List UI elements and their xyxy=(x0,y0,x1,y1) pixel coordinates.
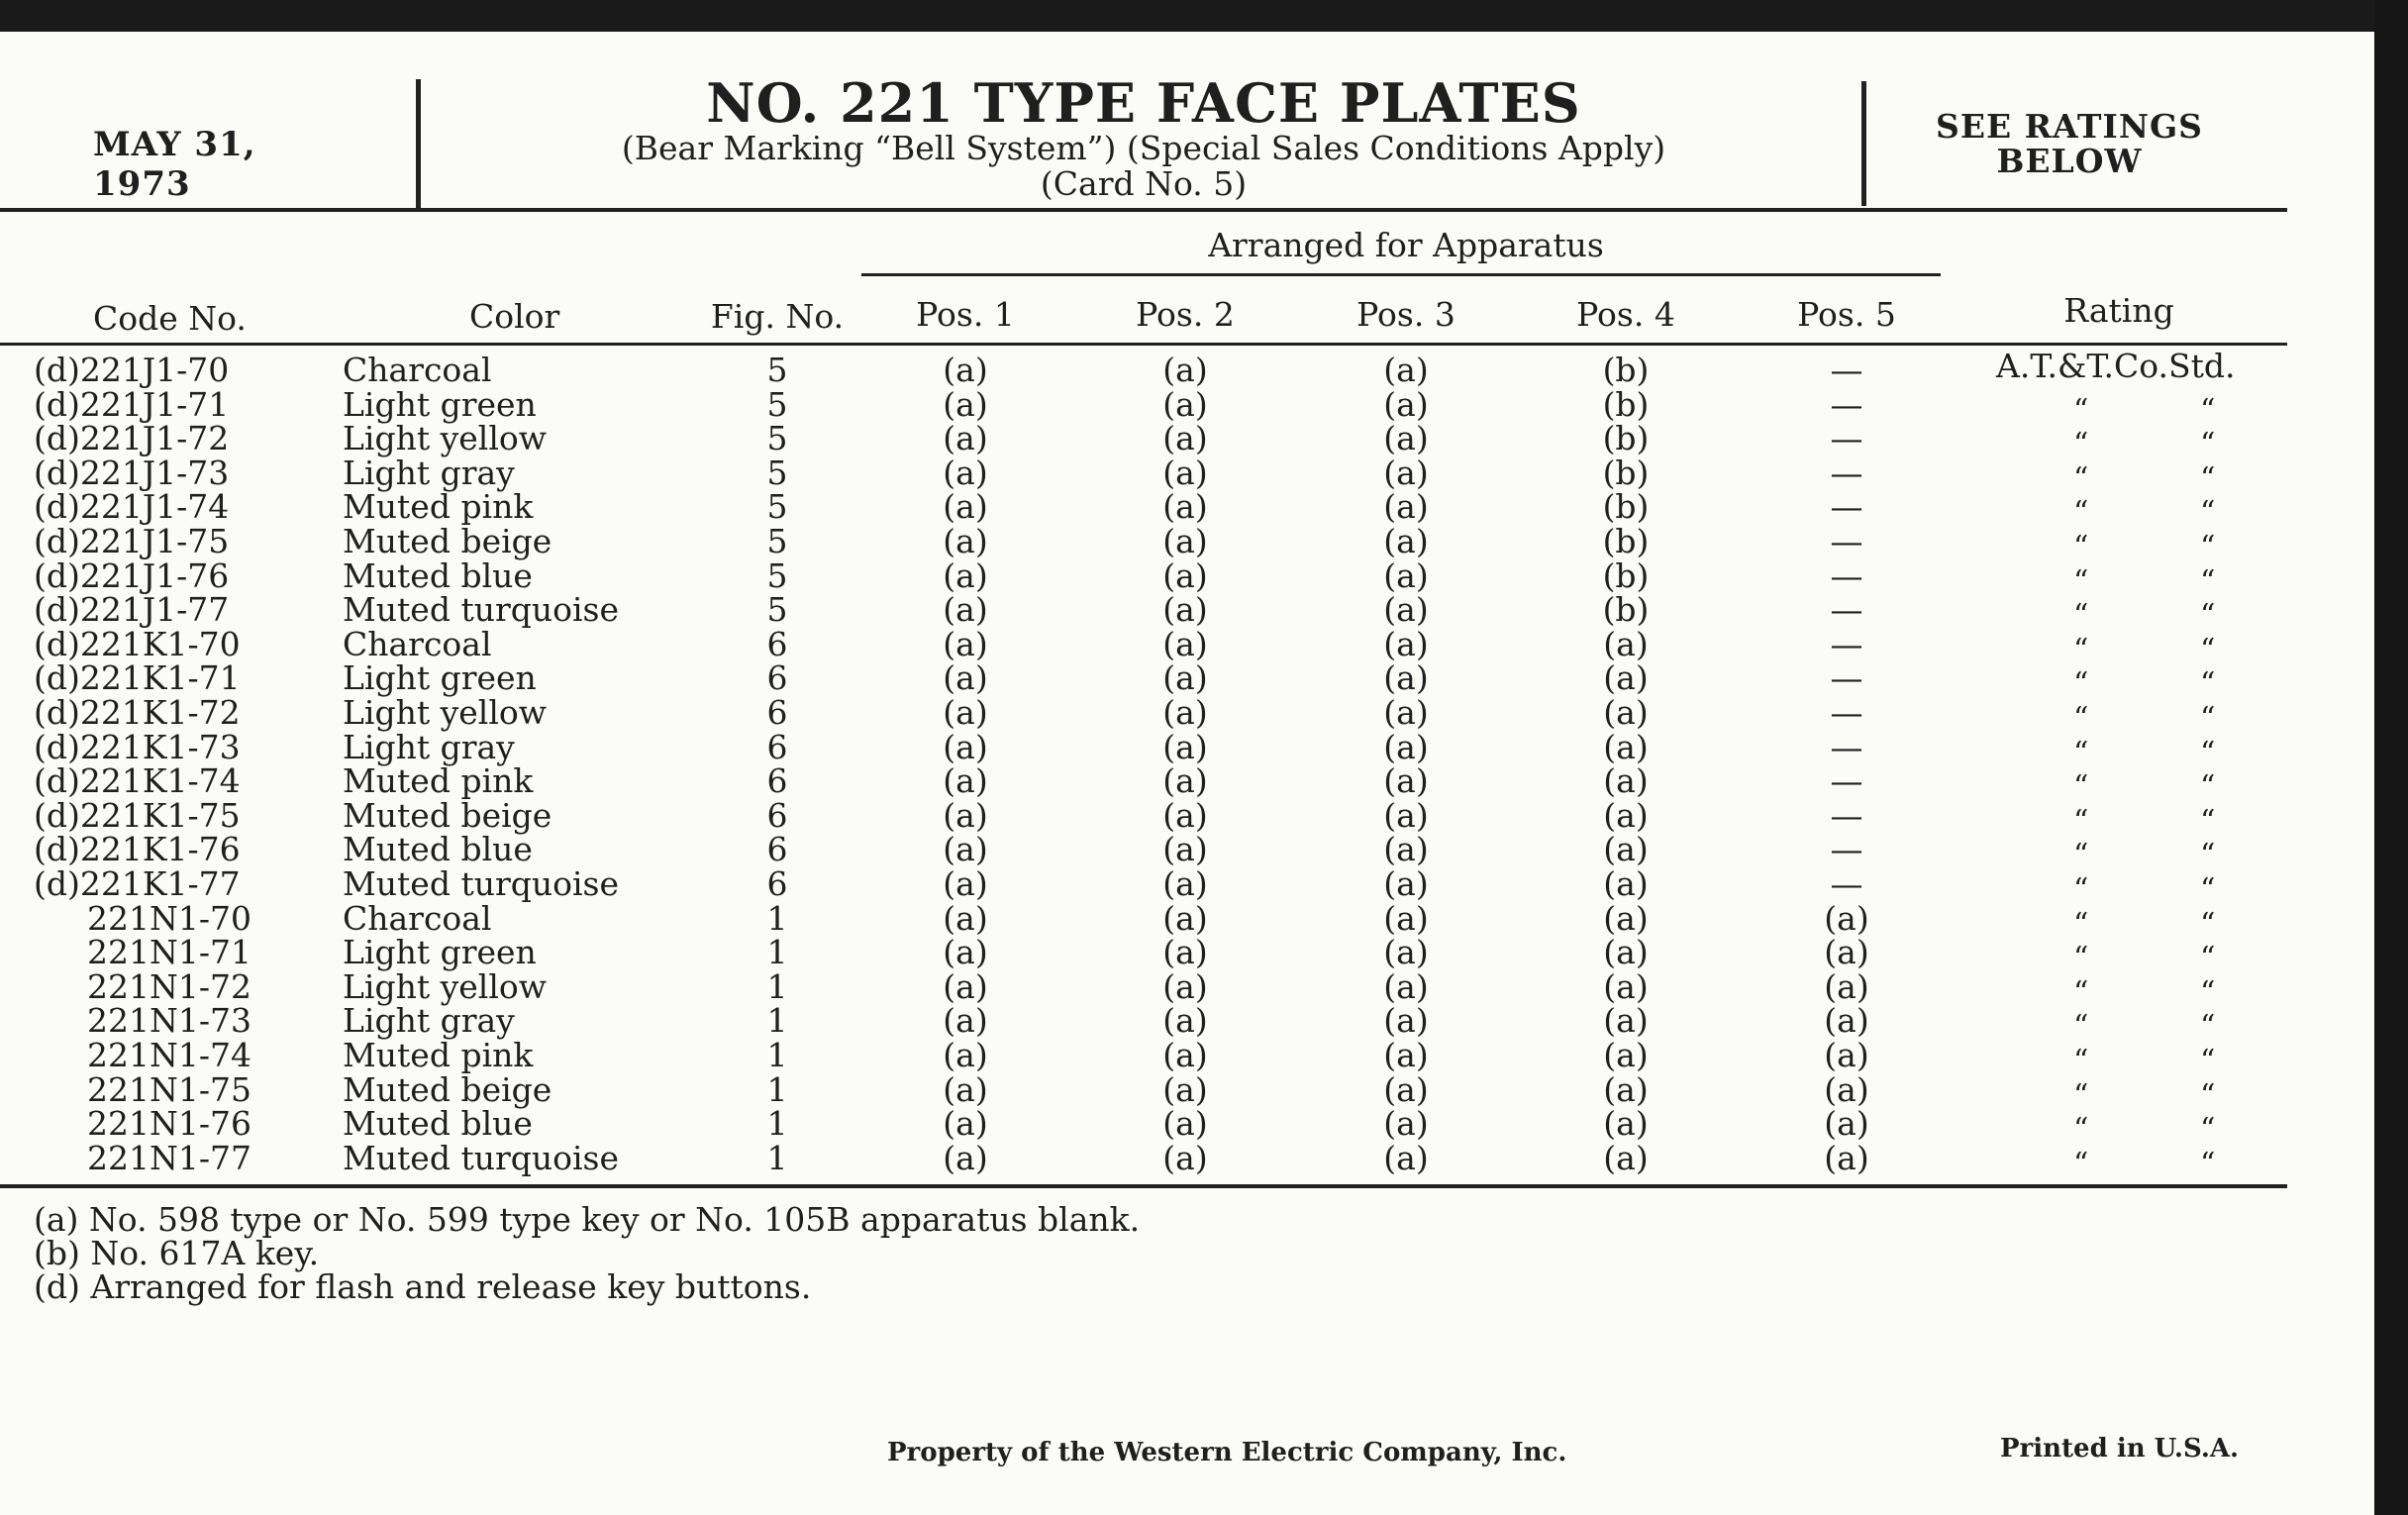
color-cell: Light yellow xyxy=(343,966,547,1006)
ditto-mark: “ xyxy=(2200,838,2216,873)
color-cell: Muted beige xyxy=(343,795,552,835)
table-row xyxy=(0,1104,2374,1148)
ditto-mark: “ xyxy=(2073,906,2089,942)
ditto-mark: “ xyxy=(2200,495,2216,531)
ditto-mark: “ xyxy=(2200,632,2216,667)
pos3-cell: (a) xyxy=(1383,1001,1429,1041)
pos2-cell: (a) xyxy=(1162,624,1208,663)
color-cell: Light yellow xyxy=(343,693,547,732)
code-cell: 221N1-75 xyxy=(87,1069,251,1109)
ditto-mark: “ xyxy=(2200,460,2216,496)
pos1-cell: (a) xyxy=(943,453,988,492)
ditto-mark: “ xyxy=(2073,530,2089,564)
pos2-cell: (a) xyxy=(1162,453,1208,492)
pos2-cell: (a) xyxy=(1162,795,1208,835)
pos3-cell: (a) xyxy=(1383,1138,1429,1177)
pos2-cell: (a) xyxy=(1162,590,1208,630)
pos3-cell: (a) xyxy=(1383,556,1429,595)
code-cell: 221N1-76 xyxy=(87,1104,251,1144)
pos5-cell: (a) xyxy=(1824,1104,1869,1144)
fig-cell: 1 xyxy=(766,1104,788,1144)
table-row xyxy=(0,966,2374,1010)
code-cell: (d)221K1-73 xyxy=(34,727,241,766)
code-cell: 221N1-73 xyxy=(87,1001,251,1041)
pos4-cell: (b) xyxy=(1602,384,1650,424)
ditto-mark: “ xyxy=(2073,701,2089,736)
fig-cell: 6 xyxy=(766,658,788,698)
ditto-mark: “ xyxy=(2200,735,2216,770)
fig-cell: 6 xyxy=(766,624,788,663)
pos5-cell: (a) xyxy=(1824,1036,1869,1074)
code-cell: (d)221K1-77 xyxy=(34,864,241,903)
pos5-cell: — xyxy=(1830,590,1863,630)
pos1-cell: (a) xyxy=(943,384,988,424)
pos5-cell: — xyxy=(1830,864,1863,903)
printed-notice: Printed in U.S.A. xyxy=(2000,1434,2240,1464)
col-pos3: Pos. 3 xyxy=(1356,295,1455,334)
table-row xyxy=(0,1069,2374,1113)
color-cell: Muted pink xyxy=(343,761,534,801)
pos1-cell: (a) xyxy=(943,898,988,938)
ditto-mark: “ xyxy=(2200,906,2216,942)
ditto-mark: “ xyxy=(2073,1044,2089,1078)
ditto-mark: “ xyxy=(2200,530,2216,564)
pos3-cell: (a) xyxy=(1383,1069,1429,1109)
pos4-cell: (b) xyxy=(1602,590,1650,630)
code-cell: (d)221J1-73 xyxy=(34,453,230,492)
pos2-cell: (a) xyxy=(1162,693,1208,732)
pos5-cell: — xyxy=(1830,384,1863,424)
table-row xyxy=(0,487,2374,531)
col-pos1: Pos. 1 xyxy=(916,295,1015,334)
pos5-cell: — xyxy=(1830,351,1863,389)
color-cell: Muted pink xyxy=(343,1036,534,1074)
color-cell: Charcoal xyxy=(343,351,492,389)
pos5-cell: (a) xyxy=(1824,1001,1869,1041)
color-cell: Charcoal xyxy=(343,898,492,938)
pos2-cell: (a) xyxy=(1162,556,1208,595)
pos2-cell: (a) xyxy=(1162,658,1208,698)
ditto-mark: “ xyxy=(2200,392,2216,428)
pos5-cell: — xyxy=(1830,658,1863,698)
color-cell: Light yellow xyxy=(343,419,547,458)
ditto-mark: “ xyxy=(2073,769,2089,805)
pos1-cell: (a) xyxy=(943,1001,988,1041)
pos4-cell: (a) xyxy=(1603,966,1649,1006)
pos3-cell: (a) xyxy=(1383,658,1429,698)
note-d: (d) Arranged for flash and release key buttons. xyxy=(34,1267,812,1306)
code-cell: (d)221K1-72 xyxy=(34,693,241,732)
pos2-cell: (a) xyxy=(1162,864,1208,903)
pos3-cell: (a) xyxy=(1383,933,1429,972)
pos1-cell: (a) xyxy=(943,727,988,766)
col-rating: Rating xyxy=(2063,291,2174,330)
fig-cell: 6 xyxy=(766,727,788,766)
table-row xyxy=(0,347,2374,389)
ditto-mark: “ xyxy=(2073,563,2089,599)
pos5-cell: (a) xyxy=(1824,933,1869,972)
color-cell: Light gray xyxy=(343,1001,515,1041)
table-row xyxy=(0,933,2374,976)
ditto-mark: “ xyxy=(2073,1112,2089,1148)
code-cell: (d)221K1-75 xyxy=(34,795,241,835)
table-row xyxy=(0,522,2374,564)
color-cell: Muted blue xyxy=(343,556,533,595)
pos4-cell: (a) xyxy=(1603,830,1649,869)
fig-cell: 5 xyxy=(766,384,788,424)
pos2-cell: (a) xyxy=(1162,419,1208,458)
ditto-mark: “ xyxy=(2073,941,2089,976)
pos4-cell: (a) xyxy=(1603,1104,1649,1144)
color-cell: Muted pink xyxy=(343,487,534,527)
code-cell: 221N1-77 xyxy=(87,1138,251,1177)
code-cell: 221N1-70 xyxy=(87,898,251,938)
pos3-cell: (a) xyxy=(1383,830,1429,869)
pos5-cell: — xyxy=(1830,453,1863,492)
fig-cell: 1 xyxy=(766,1069,788,1109)
pos1-cell: (a) xyxy=(943,624,988,663)
col-pos2: Pos. 2 xyxy=(1136,295,1235,334)
ditto-mark: “ xyxy=(2200,769,2216,805)
header-divider-right xyxy=(1861,81,1866,206)
pos3-cell: (a) xyxy=(1383,351,1429,389)
pos3-cell: (a) xyxy=(1383,864,1429,903)
table-row xyxy=(0,624,2374,667)
pos1-cell: (a) xyxy=(943,658,988,698)
ditto-mark: “ xyxy=(2200,563,2216,599)
ditto-mark: “ xyxy=(2073,666,2089,702)
table-row xyxy=(0,556,2374,599)
ditto-mark: “ xyxy=(2200,872,2216,907)
pos1-cell: (a) xyxy=(943,864,988,903)
table-row xyxy=(0,1036,2374,1078)
color-cell: Light gray xyxy=(343,727,515,766)
color-cell: Muted blue xyxy=(343,830,533,869)
ditto-mark: “ xyxy=(2073,427,2089,462)
see-ratings-note xyxy=(1911,109,2228,178)
pos3-cell: (a) xyxy=(1383,727,1429,766)
pos1-cell: (a) xyxy=(943,419,988,458)
pos3-cell: (a) xyxy=(1383,898,1429,938)
pos5-cell: — xyxy=(1830,419,1863,458)
code-cell: 221N1-72 xyxy=(87,966,251,1006)
code-cell: (d)221J1-75 xyxy=(34,522,230,560)
pos4-cell: (a) xyxy=(1603,624,1649,663)
ditto-mark: “ xyxy=(2073,735,2089,770)
table-row xyxy=(0,590,2374,634)
color-cell: Light gray xyxy=(343,453,515,492)
code-cell: (d)221K1-74 xyxy=(34,761,241,801)
pos1-cell: (a) xyxy=(943,795,988,835)
fig-cell: 6 xyxy=(766,795,788,835)
code-cell: (d)221J1-76 xyxy=(34,556,230,595)
pos2-cell: (a) xyxy=(1162,1138,1208,1177)
col-pos5: Pos. 5 xyxy=(1797,295,1896,334)
pos2-cell: (a) xyxy=(1162,384,1208,424)
card-date: MAY 31, 1973 xyxy=(93,125,256,204)
property-notice: Property of the Western Electric Company, Inc. xyxy=(887,1438,1567,1467)
pos2-cell: (a) xyxy=(1162,933,1208,972)
code-cell: (d)221J1-72 xyxy=(34,419,230,458)
pos5-cell: — xyxy=(1830,522,1863,560)
table-row xyxy=(0,898,2374,942)
pos3-cell: (a) xyxy=(1383,419,1429,458)
ditto-mark: “ xyxy=(2200,666,2216,702)
pos3-cell: (a) xyxy=(1383,487,1429,527)
pos4-cell: (a) xyxy=(1603,933,1649,972)
page-subtitle xyxy=(426,131,1861,202)
pos3-cell: (a) xyxy=(1383,795,1429,835)
color-cell: Muted beige xyxy=(343,522,552,560)
color-cell: Muted beige xyxy=(343,1069,552,1109)
page-title: NO. 221 TYPE FACE PLATES xyxy=(706,71,1581,135)
pos4-cell: (a) xyxy=(1603,1138,1649,1177)
header-divider-left xyxy=(416,79,421,208)
table-row xyxy=(0,658,2374,702)
code-cell: 221N1-74 xyxy=(87,1036,251,1074)
table-row xyxy=(0,795,2374,839)
ditto-mark: “ xyxy=(2073,495,2089,531)
fig-cell: 5 xyxy=(766,419,788,458)
pos1-cell: (a) xyxy=(943,590,988,630)
fig-cell: 1 xyxy=(766,933,788,972)
pos1-cell: (a) xyxy=(943,522,988,560)
fig-cell: 6 xyxy=(766,693,788,732)
code-cell: (d)221J1-71 xyxy=(34,384,230,424)
pos3-cell: (a) xyxy=(1383,384,1429,424)
pos2-cell: (a) xyxy=(1162,487,1208,527)
reference-card xyxy=(0,32,2374,1515)
fig-cell: 1 xyxy=(766,1001,788,1041)
pos4-cell: (b) xyxy=(1602,556,1650,595)
pos5-cell: — xyxy=(1830,727,1863,766)
subtitle-line: (Bear Marking “Bell System”) (Special Sales Conditions Apply) xyxy=(621,129,1666,167)
scan-edge xyxy=(2374,0,2408,1515)
table-bottom-rule xyxy=(0,1184,2287,1188)
pos3-cell: (a) xyxy=(1383,761,1429,801)
table-row xyxy=(0,727,2374,770)
fig-cell: 1 xyxy=(766,1138,788,1177)
col-fig: Fig. No. xyxy=(710,297,845,336)
header-rule xyxy=(0,208,2287,212)
code-cell: (d)221J1-74 xyxy=(34,487,230,527)
col-code: Code No. xyxy=(93,299,247,338)
pos4-cell: (a) xyxy=(1603,658,1649,698)
pos1-cell: (a) xyxy=(943,487,988,527)
column-header-rule xyxy=(0,343,2287,346)
pos3-cell: (a) xyxy=(1383,693,1429,732)
ditto-mark: “ xyxy=(2073,838,2089,873)
color-cell: Charcoal xyxy=(343,624,492,663)
ditto-mark: “ xyxy=(2200,941,2216,976)
ditto-mark: “ xyxy=(2073,598,2089,634)
pos5-cell: — xyxy=(1830,693,1863,732)
pos5-cell: — xyxy=(1830,830,1863,869)
ditto-mark: “ xyxy=(2200,427,2216,462)
color-cell: Light green xyxy=(343,384,537,424)
pos4-cell: (a) xyxy=(1603,1001,1649,1041)
fig-cell: 5 xyxy=(766,453,788,492)
table-row xyxy=(0,384,2374,428)
pos1-cell: (a) xyxy=(943,351,988,389)
pos1-cell: (a) xyxy=(943,830,988,869)
fig-cell: 6 xyxy=(766,761,788,801)
pos4-cell: (b) xyxy=(1602,419,1650,458)
ditto-mark: “ xyxy=(2200,1009,2216,1045)
pos4-cell: (a) xyxy=(1603,898,1649,938)
pos3-cell: (a) xyxy=(1383,453,1429,492)
pos4-cell: (b) xyxy=(1602,453,1650,492)
ditto-mark: “ xyxy=(2073,803,2089,839)
fig-cell: 5 xyxy=(766,351,788,389)
ditto-mark: “ xyxy=(2200,1146,2216,1181)
pos4-cell: (a) xyxy=(1603,761,1649,801)
fig-cell: 5 xyxy=(766,487,788,527)
table-row xyxy=(0,693,2374,736)
pos2-cell: (a) xyxy=(1162,727,1208,766)
fig-cell: 1 xyxy=(766,898,788,938)
ditto-mark: “ xyxy=(2073,1009,2089,1045)
table-row xyxy=(0,1001,2374,1045)
pos5-cell: — xyxy=(1830,624,1863,663)
code-cell: (d)221J1-77 xyxy=(34,590,230,630)
ditto-mark: “ xyxy=(2073,1146,2089,1181)
ditto-mark: “ xyxy=(2073,460,2089,496)
fig-cell: 1 xyxy=(766,1036,788,1074)
fig-cell: 5 xyxy=(766,556,788,595)
pos1-cell: (a) xyxy=(943,1036,988,1074)
fig-cell: 5 xyxy=(766,590,788,630)
ditto-mark: “ xyxy=(2200,974,2216,1010)
pos4-cell: (b) xyxy=(1602,351,1650,389)
note-b: (b) No. 617A key. xyxy=(34,1234,320,1272)
pos2-cell: (a) xyxy=(1162,1001,1208,1041)
fig-cell: 6 xyxy=(766,830,788,869)
table-row xyxy=(0,830,2374,873)
color-cell: Muted blue xyxy=(343,1104,533,1144)
pos3-cell: (a) xyxy=(1383,624,1429,663)
col-color: Color xyxy=(469,297,560,336)
pos5-cell: — xyxy=(1830,556,1863,595)
code-cell: 221N1-71 xyxy=(87,933,251,972)
pos2-cell: (a) xyxy=(1162,830,1208,869)
pos5-cell: (a) xyxy=(1824,1138,1869,1177)
rating-cell: A.T.&T.Co.Std. xyxy=(1996,347,2236,385)
table-row xyxy=(0,864,2374,907)
pos1-cell: (a) xyxy=(943,1138,988,1177)
group-header: Arranged for Apparatus xyxy=(1208,226,1604,264)
pos1-cell: (a) xyxy=(943,1104,988,1144)
code-cell: (d)221K1-76 xyxy=(34,830,241,869)
pos2-cell: (a) xyxy=(1162,1104,1208,1144)
pos1-cell: (a) xyxy=(943,933,988,972)
pos3-cell: (a) xyxy=(1383,1104,1429,1144)
pos1-cell: (a) xyxy=(943,693,988,732)
pos5-cell: — xyxy=(1830,487,1863,527)
ditto-mark: “ xyxy=(2200,1077,2216,1113)
ditto-mark: “ xyxy=(2200,598,2216,634)
ditto-mark: “ xyxy=(2073,1077,2089,1113)
note-a: (a) No. 598 type or No. 599 type key or No. 105B apparatus blank. xyxy=(34,1200,1141,1239)
pos2-cell: (a) xyxy=(1162,1036,1208,1074)
pos4-cell: (a) xyxy=(1603,864,1649,903)
pos4-cell: (a) xyxy=(1603,693,1649,732)
pos5-cell: (a) xyxy=(1824,966,1869,1006)
color-cell: Light green xyxy=(343,658,537,698)
table-row xyxy=(0,453,2374,496)
ratings-line-2: BELOW xyxy=(1996,142,2143,180)
pos2-cell: (a) xyxy=(1162,1069,1208,1109)
pos5-cell: — xyxy=(1830,795,1863,835)
color-cell: Muted turquoise xyxy=(343,864,620,903)
pos2-cell: (a) xyxy=(1162,966,1208,1006)
pos1-cell: (a) xyxy=(943,556,988,595)
ditto-mark: “ xyxy=(2200,1112,2216,1148)
color-cell: Muted turquoise xyxy=(343,590,620,630)
pos2-cell: (a) xyxy=(1162,351,1208,389)
color-cell: Muted turquoise xyxy=(343,1138,620,1177)
pos3-cell: (a) xyxy=(1383,966,1429,1006)
pos4-cell: (a) xyxy=(1603,727,1649,766)
pos5-cell: (a) xyxy=(1824,1069,1869,1109)
pos1-cell: (a) xyxy=(943,1069,988,1109)
table-row xyxy=(0,761,2374,805)
pos5-cell: — xyxy=(1830,761,1863,801)
fig-cell: 6 xyxy=(766,864,788,903)
ratings-line-1: SEE RATINGS xyxy=(1935,107,2204,146)
ditto-mark: “ xyxy=(2073,392,2089,428)
pos2-cell: (a) xyxy=(1162,898,1208,938)
pos4-cell: (a) xyxy=(1603,1069,1649,1109)
fig-cell: 1 xyxy=(766,966,788,1006)
ditto-mark: “ xyxy=(2200,803,2216,839)
pos2-cell: (a) xyxy=(1162,522,1208,560)
pos1-cell: (a) xyxy=(943,966,988,1006)
ditto-mark: “ xyxy=(2200,1044,2216,1078)
pos4-cell: (a) xyxy=(1603,1036,1649,1074)
code-cell: (d)221J1-70 xyxy=(34,351,230,389)
group-underline xyxy=(861,273,1941,276)
pos4-cell: (b) xyxy=(1602,522,1650,560)
pos3-cell: (a) xyxy=(1383,1036,1429,1074)
pos3-cell: (a) xyxy=(1383,522,1429,560)
pos5-cell: (a) xyxy=(1824,898,1869,938)
pos2-cell: (a) xyxy=(1162,761,1208,801)
color-cell: Light green xyxy=(343,933,537,972)
fig-cell: 5 xyxy=(766,522,788,560)
table-row xyxy=(0,419,2374,462)
pos3-cell: (a) xyxy=(1383,590,1429,630)
card-number: (Card No. 5) xyxy=(1040,164,1248,203)
code-cell: (d)221K1-70 xyxy=(34,624,241,663)
pos4-cell: (a) xyxy=(1603,795,1649,835)
code-cell: (d)221K1-71 xyxy=(34,658,241,698)
pos1-cell: (a) xyxy=(943,761,988,801)
ditto-mark: “ xyxy=(2073,872,2089,907)
col-pos4: Pos. 4 xyxy=(1576,295,1675,334)
pos4-cell: (b) xyxy=(1602,487,1650,527)
ditto-mark: “ xyxy=(2073,974,2089,1010)
ditto-mark: “ xyxy=(2200,701,2216,736)
ditto-mark: “ xyxy=(2073,632,2089,667)
table-row xyxy=(0,1138,2374,1181)
